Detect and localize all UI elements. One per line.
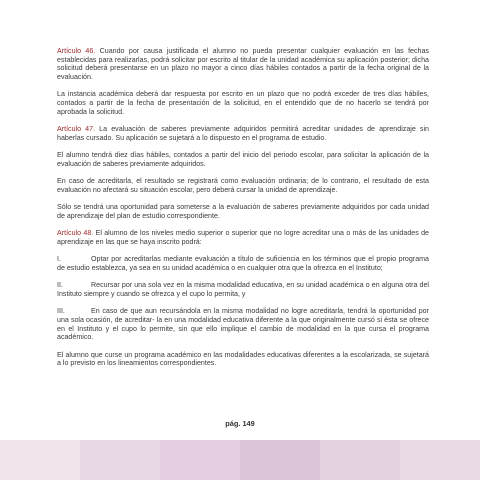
list-item [57,307,429,342]
article-46-paragraph-2: La instancia académica deberá dar respuesta por escrito en un plazo que no podrá exceder de tres días hábiles, contados a partir de la fecha de presentación de la solicitud, en el entendido que de no hacerlo se tendrá por aprobada la solicitud. [57,90,429,116]
list-item-number: III. [57,307,65,316]
page-body [57,47,429,377]
list-item-text: En caso de que aun recursándola en la misma modalidad no logre acreditarla, tendrá la oportunidad por una sola ocasión, de acreditar- la en una modalidad educativa diferente a la que originalmente cursó si ésta se ofrece en el Instituto y el cupo lo permite, sin que ello implique el cambio de modalidad en la que cursa el programa académico. [57,307,429,342]
list-item [57,281,429,298]
list-item-text: Optar por acreditarlas mediante evaluación a título de suficiencia en los términos que el propio programa de estudio establezca, ya sea en su unidad académica o en cualquier otra que la ofrezca en el Instituto; [57,255,429,272]
article-46-paragraph [57,47,429,82]
footer-band-segment [80,440,160,480]
article-47-paragraph-3: En caso de acreditarla, el resultado se registrará como evaluación ordinaria; de lo contrario, el resultado de esta evaluación no afectará su situación escolar, pero deberá cursar la unidad de aprendizaje. [57,177,429,194]
article-47-paragraph-4: Sólo se tendrá una oportunidad para someterse a la evaluación de saberes previamente adquiridos por cada unidad de aprendizaje del plan de estudio correspondiente. [57,203,429,220]
article-46-label: Artículo 46. [57,47,96,55]
list-item [57,255,429,272]
article-48-text: El alumno de los niveles medio superior o superior que no logre acreditar una o más de las unidades de aprendizaje en las que se haya inscrito podrá: [57,229,429,246]
footer-band-segment [160,440,240,480]
list-item-number: I. [57,255,61,264]
list-item-number: II. [57,281,63,290]
article-48-paragraph [57,229,429,246]
article-46-text: Cuando por causa justificada el alumno no pueda presentar cualquier evaluación en las fechas establecidas para realizarlas, podrá solicitar por escrito al titular de la unidad académica su aplicación posterior; dicha solicitud deberá presentarse en un plazo no mayor a cinco días hábiles contados a partir de la fecha original de la evaluación. [57,47,429,82]
footer-band-segment [0,440,80,480]
article-48-label: Artículo 48. [57,229,94,238]
footer-band-segment [400,440,480,480]
article-48-closing: El alumno que curse un programa académico en las modalidades educativas diferentes a la escolarizada, se sujetará a lo previsto en los lineamientos correspondientes. [57,350,429,368]
footer-band [0,440,480,480]
list-item-text: Recursar por una sola vez en la misma modalidad educativa, en su unidad académica o en alguna otra del Instituto siempre y cuando se ofrezca y el cupo lo permita, y [57,281,429,298]
article-47-text: La evaluación de saberes previamente adquiridos permitirá acreditar unidades de aprendizaje sin haberlas cursado. Su aplicación se sujetará a lo dispuesto en el programa de estudio. [57,125,429,142]
footer-band-segment [320,440,400,480]
article-47-paragraph-2: El alumno tendrá diez días hábiles, contados a partir del inicio del periodo escolar, para solicitar la aplicación de la evaluación de saberes previamente adquiridos. [57,151,429,168]
article-47-label: Artículo 47. [57,125,96,134]
footer-band-segment [240,440,320,480]
article-47-paragraph [57,125,429,142]
page-number: pág. 149 [225,419,255,428]
